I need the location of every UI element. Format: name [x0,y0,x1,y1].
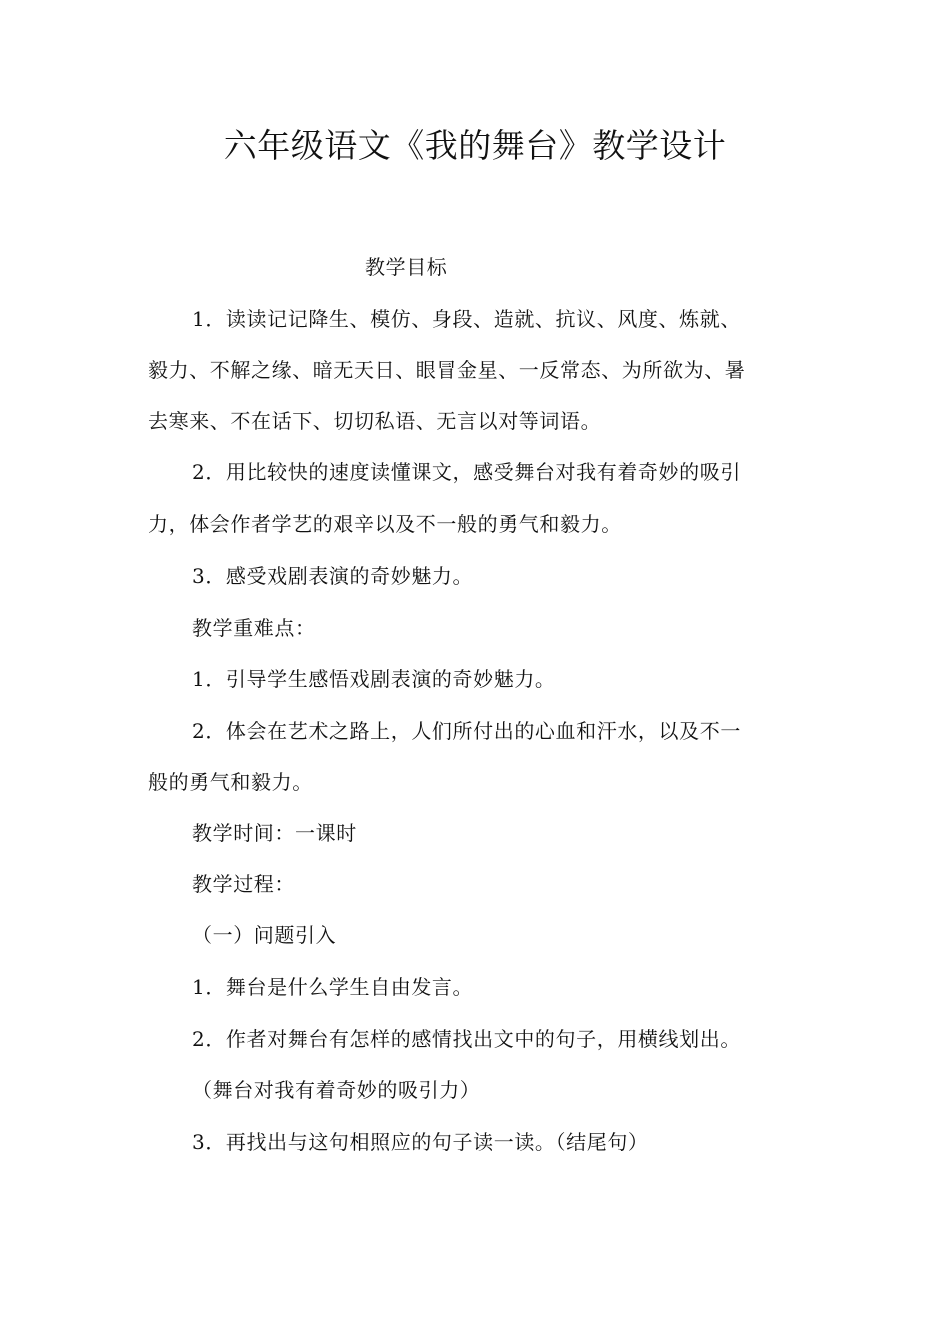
paragraph-line: 3．感受戏剧表演的奇妙魅力。 [192,564,474,588]
paragraph-line: 毅力、不解之缘、暗无天日、眼冒金星、一反常态、为所欲为、暑 [148,358,746,382]
paragraph-line: 般的勇气和毅力。 [148,770,313,794]
paragraph-line: 1．舞台是什么学生自由发言。 [192,975,474,999]
paragraph-line: 力，体会作者学艺的艰辛以及不一般的勇气和毅力。 [148,512,622,536]
paragraph-line: 1．读读记记降生、模仿、身段、造就、抗议、风度、炼就、 [192,307,741,331]
document-title: 六年级语文《我的舞台》教学设计 [223,126,727,165]
paragraph-line: 2．作者对舞台有怎样的感情找出文中的句子，用横线划出。 [192,1027,741,1051]
paragraph-line: 2．体会在艺术之路上，人们所付出的心血和汗水，以及不一 [192,719,741,743]
section-heading-key-points: 教学重难点： [192,616,316,640]
section-heading-objectives: 教学目标 [365,255,448,279]
paragraph-line: 去寒来、不在话下、切切私语、无言以对等词语。 [148,409,602,433]
paragraph-line: （舞台对我有着奇妙的吸引力） [192,1078,481,1102]
subsection-heading: （一）问题引入 [192,923,337,947]
paragraph-line: 3．再找出与这句相照应的句子读一读。（结尾句） [192,1130,649,1154]
paragraph-line: 2．用比较快的速度读懂课文，感受舞台对我有着奇妙的吸引 [192,460,741,484]
section-heading-process: 教学过程： [192,872,295,896]
paragraph-line: 1．引导学生感悟戏剧表演的奇妙魅力。 [192,667,556,691]
section-heading-time: 教学时间：一课时 [192,821,357,845]
